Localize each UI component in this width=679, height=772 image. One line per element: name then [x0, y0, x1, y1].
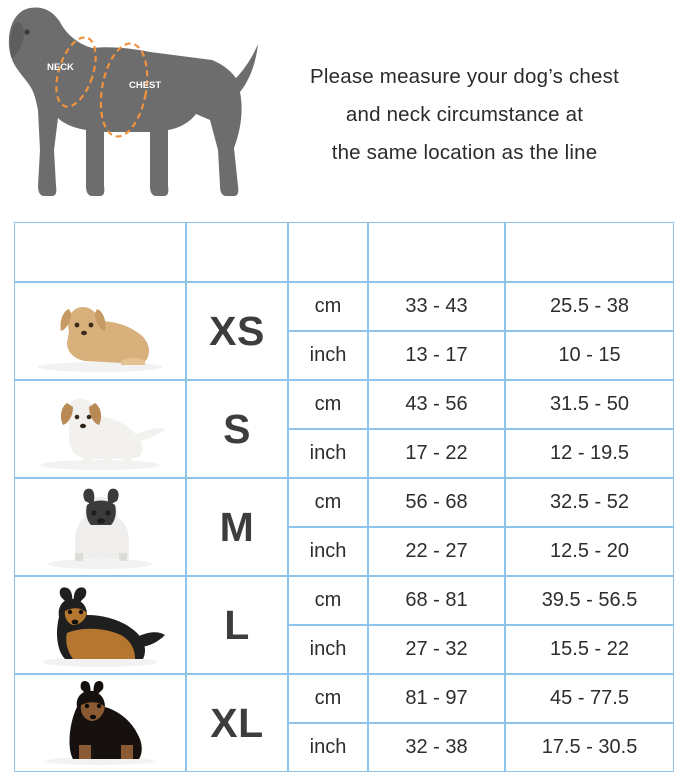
- header-neck-girth-title: Neck Girth: [546, 235, 633, 254]
- header-unit: [288, 222, 368, 282]
- header-chest-girth: [368, 222, 505, 282]
- neck-value: 12 - 19.5: [505, 429, 674, 478]
- table-header-row: [14, 222, 674, 282]
- neck-value: 31.5 - 50: [505, 380, 674, 429]
- chest-value: 43 - 56: [368, 380, 505, 429]
- header-size: Size: [186, 222, 288, 282]
- unit-label: inch: [288, 625, 368, 674]
- table-body: [14, 282, 674, 772]
- unit-label: inch: [288, 429, 368, 478]
- neck-label: NECK: [47, 62, 74, 73]
- neck-value: 12.5 - 20: [505, 527, 674, 576]
- table-row: [14, 282, 674, 331]
- chest-value: 68 - 81: [368, 576, 505, 625]
- unit-label: inch: [288, 331, 368, 380]
- instruction-line-1: Please measure your dog’s chest: [310, 65, 619, 88]
- size-label: M: [186, 478, 288, 576]
- measure-instruction: [262, 0, 679, 172]
- chest-label: CHEST: [129, 80, 162, 91]
- chest-value: 33 - 43: [368, 282, 505, 331]
- header-chest-girth-title: Chest Girth: [390, 235, 483, 254]
- neck-value: 32.5 - 52: [505, 478, 674, 527]
- size-label: XS: [186, 282, 288, 380]
- dog-measurement-illustration: [0, 0, 262, 210]
- neck-value: 25.5 - 38: [505, 282, 674, 331]
- neck-value: 39.5 - 56.5: [505, 576, 674, 625]
- jack-russell-terrier-photo: [14, 380, 186, 478]
- chest-value: 27 - 32: [368, 625, 505, 674]
- table-row: [14, 380, 674, 429]
- header-chest-girth-sub: (min.-max.): [405, 257, 468, 269]
- header-photo: [14, 222, 186, 282]
- instruction-line-2: and neck circumstance at: [345, 102, 584, 126]
- table-row: [14, 478, 674, 527]
- size-table-container: [14, 222, 664, 772]
- unit-label: cm: [288, 380, 368, 429]
- size-table: [14, 222, 674, 772]
- unit-label: cm: [288, 674, 368, 723]
- unit-label: inch: [288, 723, 368, 772]
- header-section: [0, 0, 679, 212]
- neck-value: 15.5 - 22: [505, 625, 674, 674]
- table-row: [14, 576, 674, 625]
- table-header: [14, 222, 674, 282]
- neck-value: 45 - 77.5: [505, 674, 674, 723]
- unit-label: inch: [288, 527, 368, 576]
- unit-label: cm: [288, 478, 368, 527]
- chest-value: 32 - 38: [368, 723, 505, 772]
- chest-value: 22 - 27: [368, 527, 505, 576]
- size-label: XL: [186, 674, 288, 772]
- french-bulldog-photo: [14, 478, 186, 576]
- header-neck-girth-sub: (min.-max.): [558, 257, 621, 269]
- size-label: S: [186, 380, 288, 478]
- unit-label: cm: [288, 576, 368, 625]
- german-shepherd-photo: [14, 576, 186, 674]
- chihuahua-photo: [14, 282, 186, 380]
- size-label: L: [186, 576, 288, 674]
- table-row: [14, 674, 674, 723]
- chest-value: 81 - 97: [368, 674, 505, 723]
- unit-label: cm: [288, 282, 368, 331]
- header-neck-girth: [505, 222, 674, 282]
- instruction-line-3: the same location as the line: [331, 140, 598, 164]
- chest-value: 13 - 17: [368, 331, 505, 380]
- neck-value: 10 - 15: [505, 331, 674, 380]
- neck-value: 17.5 - 30.5: [505, 723, 674, 772]
- chest-value: 56 - 68: [368, 478, 505, 527]
- doberman-photo: [14, 674, 186, 772]
- chest-value: 17 - 22: [368, 429, 505, 478]
